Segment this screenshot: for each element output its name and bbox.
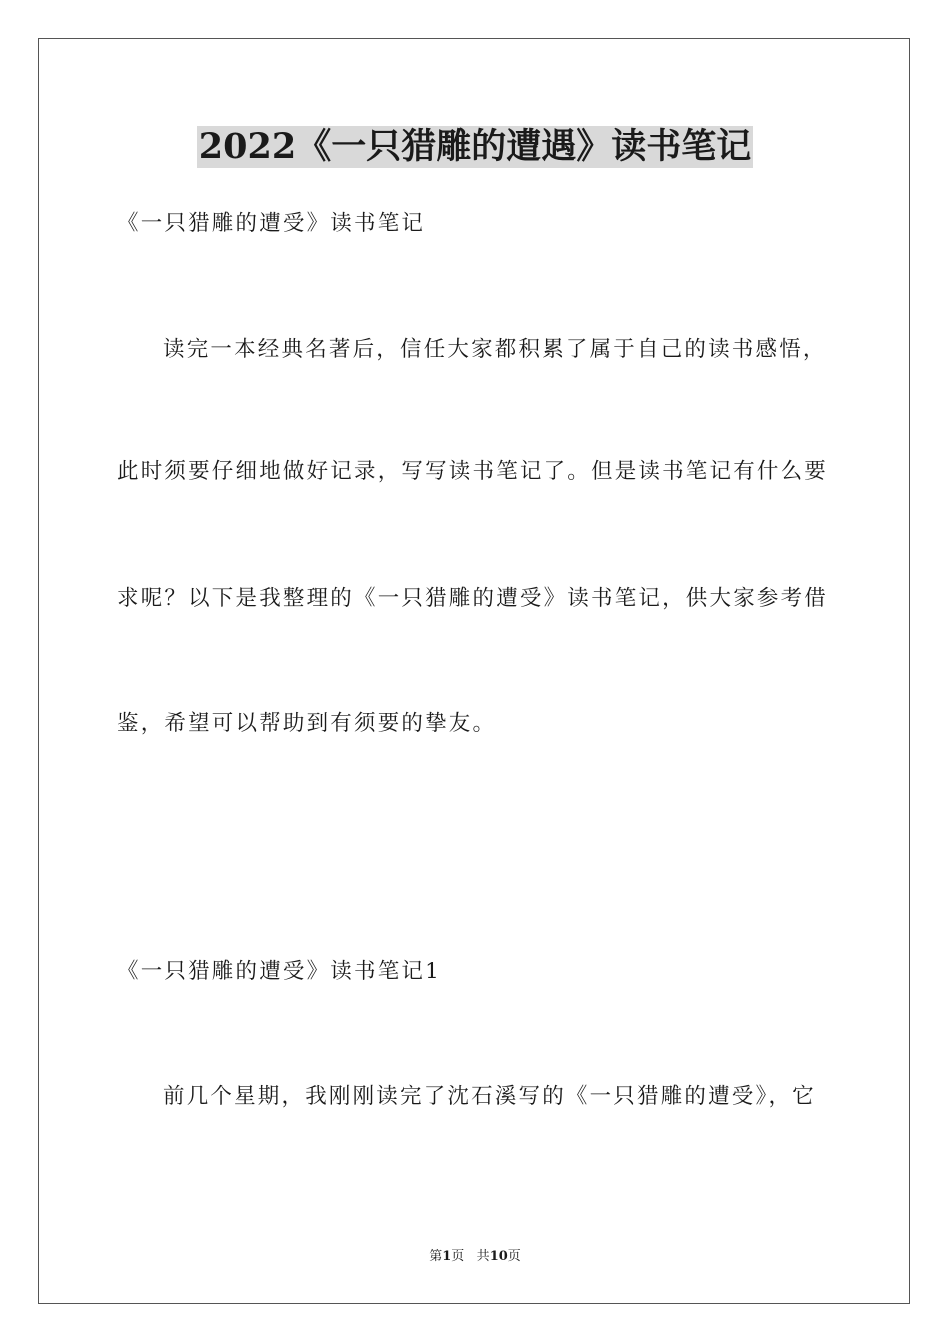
footer-total-pages: 10 (489, 1249, 508, 1264)
footer-total-prefix: 共 (476, 1249, 490, 1264)
intro-line-2: 此时须要仔细地做好记录，写写读书笔记了。但是读书笔记有什么要 (117, 459, 829, 484)
footer-total-suffix: 页 (507, 1249, 521, 1264)
section-heading: 《一只猎雕的遭受》读书笔记1 (117, 959, 441, 984)
document-title: 2022《一只猎雕的遭遇》读书笔记 (198, 126, 752, 167)
intro-line-3: 求呢？以下是我整理的《一只猎雕的遭受》读书笔记，供大家参考借 (117, 586, 829, 611)
footer-page-suffix: 页 (451, 1249, 465, 1264)
intro-line-1: 读完一本经典名著后，信任大家都积累了属于自己的读书感悟， (163, 337, 827, 362)
footer-page-prefix: 第 (429, 1249, 443, 1264)
page-footer (0, 1248, 950, 1266)
intro-line-4: 鉴，希望可以帮助到有须要的挚友。 (117, 711, 497, 736)
document-subtitle: 《一只猎雕的遭受》读书笔记 (117, 211, 426, 236)
section-line-1: 前几个星期，我刚刚读完了沈石溪写的《一只猎雕的遭受》，它 (163, 1084, 816, 1109)
footer-page-number: 1 (442, 1249, 452, 1264)
title-container (0, 126, 950, 168)
